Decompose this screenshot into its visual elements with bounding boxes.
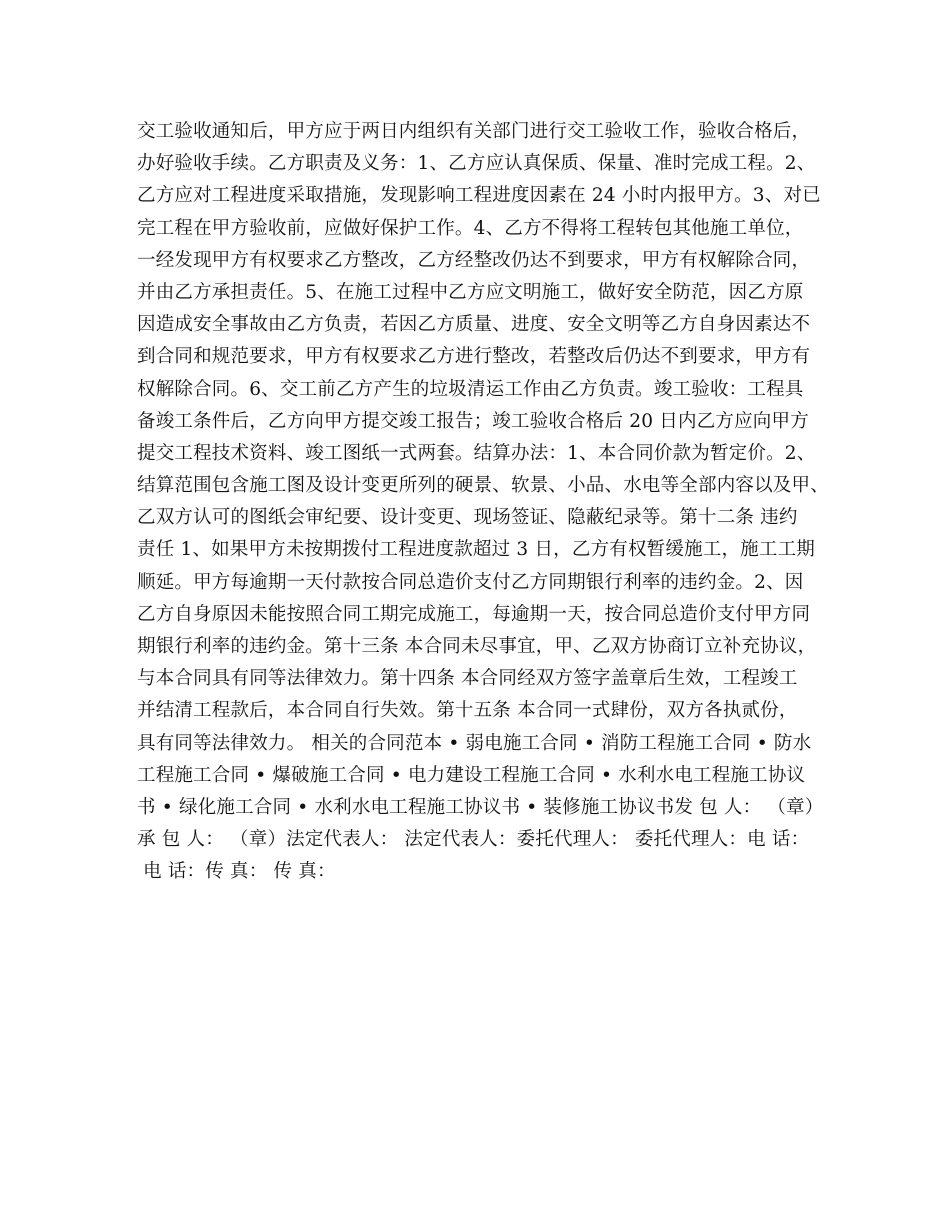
text-line: 电 话：传 真： 传 真： [137, 861, 336, 883]
text-line: 责任 1、如果甲方未按期拨付工程进度款超过 3 日，乙方有权暂缓施工，施工工期 [137, 539, 815, 561]
contract-body-text [137, 116, 837, 889]
text-line: 乙双方认可的图纸会审纪要、设计变更、现场签证、隐蔽纪录等。第十二条 违约 [137, 507, 798, 529]
text-line: 权解除合同。6、交工前乙方产生的垃圾清运工作由乙方负责。竣工验收：工程具 [137, 378, 804, 400]
text-line: 交工验收通知后，甲方应于两日内组织有关部门进行交工验收工作，验收合格后， [137, 121, 811, 142]
text-line: 提交工程技术资料、竣工图纸一式两套。结算办法：1、本合同价款为暂定价。2、 [137, 442, 816, 464]
text-line: 完工程在甲方验收前，应做好保护工作。4、乙方不得将工程转包其他施工单位， [137, 217, 804, 239]
text-line: 办好验收手续。乙方职责及义务：1、乙方应认真保质、保量、准时完成工程。2、 [137, 153, 816, 175]
text-line: 一经发现甲方有权要求乙方整改，乙方经整改仍达不到要求，甲方有权解除合同， [137, 249, 811, 271]
text-line: 承 包 人： （章）法定代表人： 法定代表人：委托代理人： 委托代理人：电 话： [137, 829, 810, 851]
text-line: 乙方自身原因未能按照合同工期完成施工，每逾期一天，按合同总造价支付甲方同 [137, 603, 811, 625]
text-line: 与本合同具有同等法律效力。第十四条 本合同经双方签字盖章后生效，工程竣工 [137, 668, 798, 690]
text-line: 到合同和规范要求，甲方有权要求乙方进行整改，若整改后仍达不到要求，甲方有 [137, 346, 811, 368]
text-line: 乙方应对工程进度采取措施，发现影响工程进度因素在 24 小时内报甲方。3、对已 [137, 185, 821, 207]
text-line: 结算范围包含施工图及设计变更所列的硬景、软景、小品、水电等全部内容以及甲、 [137, 475, 829, 497]
text-line: 并结清工程款后，本合同自行失效。第十五条 本合同一式肆份，双方各执贰份， [137, 700, 798, 722]
text-line: 具有同等法律效力。 相关的合同范本 • 弱电施工合同 • 消防工程施工合同 • 防水 [137, 732, 812, 754]
text-line: 顺延。甲方每逾期一天付款按合同总造价支付乙方同期银行利率的违约金。2、因 [137, 571, 804, 593]
text-line: 书 • 绿化施工合同 • 水利水电工程施工协议书 • 装修施工协议书发 包 人： （章） [137, 796, 824, 818]
text-line: 备竣工条件后，乙方向甲方提交竣工报告；竣工验收合格后 20 日内乙方应向甲方 [137, 410, 809, 432]
text-line: 并由乙方承担责任。5、在施工过程中乙方应文明施工，做好安全防范，因乙方原 [137, 281, 804, 303]
text-line: 期银行利率的违约金。第十三条 本合同未尽事宜，甲、乙双方协商订立补充协议， [137, 636, 817, 657]
text-line: 因造成安全事故由乙方负责，若因乙方质量、进度、安全文明等乙方自身因素达不 [137, 314, 811, 336]
text-line: 工程施工合同 • 爆破施工合同 • 电力建设工程施工合同 • 水利水电工程施工协议 [137, 764, 806, 786]
